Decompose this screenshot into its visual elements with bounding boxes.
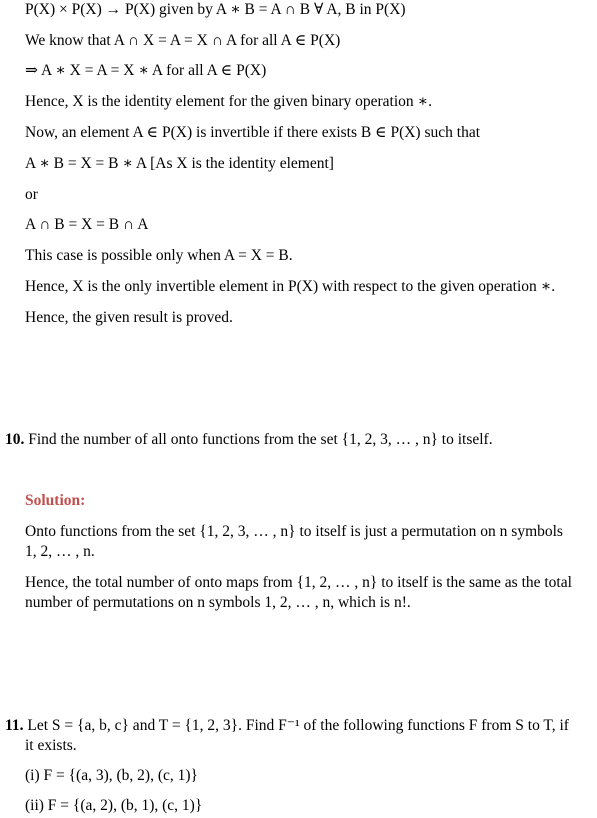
text-line: Now, an element A ∈ P(X) is invertible if there exists B ∈ P(X) such that	[25, 124, 481, 141]
sub-question-ii: (ii) F = {(a, 2), (b, 1), (c, 1)}	[25, 797, 203, 814]
text-line: Hence, X is the identity element for the given binary operation ∗.	[25, 93, 432, 110]
text-line: ⇒ A ∗ X = A = X ∗ A for all A ∈ P(X)	[25, 62, 267, 79]
question-number: 11.	[5, 717, 24, 734]
solution-line: number of permutations on n symbols 1, 2, … , n, which is n!.	[25, 594, 411, 611]
question-number: 10.	[5, 431, 25, 448]
solution-label: Solution:	[25, 492, 86, 509]
solution-line: 1, 2, … , n.	[25, 543, 95, 560]
text-line: A ∗ B = X = B ∗ A [As X is the identity element]	[25, 155, 334, 172]
solution-line: Onto functions from the set {1, 2, 3, … , n} to itself is just a permutation on n symbols	[25, 523, 563, 540]
text-line: A ∩ B = X = B ∩ A	[25, 216, 149, 233]
text-line: P(X) × P(X) → P(X) given by A ∗ B = A ∩ B ∀ A, B in P(X)	[25, 1, 406, 18]
text-line: or	[25, 186, 38, 203]
solution-line: Hence, the total number of onto maps from {1, 2, … , n} to itself is the same as the total	[25, 574, 572, 591]
text-line: Hence, X is the only invertible element in P(X) with respect to the given operation ∗.	[25, 278, 556, 295]
question-10	[5, 430, 493, 450]
text-line: This case is possible only when A = X = B.	[25, 247, 293, 264]
question-text: it exists.	[25, 737, 77, 754]
question-text: Find the number of all onto functions from the set {1, 2, 3, … , n} to itself.	[28, 431, 493, 448]
question-11	[5, 716, 569, 736]
question-text: Let S = {a, b, c} and T = {1, 2, 3}. Find F⁻¹ of the following functions F from S to T, if	[27, 717, 569, 734]
text-line: We know that A ∩ X = A = X ∩ A for all A ∈ P(X)	[25, 32, 341, 49]
text-line: Hence, the given result is proved.	[25, 309, 233, 326]
sub-question-i: (i) F = {(a, 3), (b, 2), (c, 1)}	[25, 767, 198, 784]
